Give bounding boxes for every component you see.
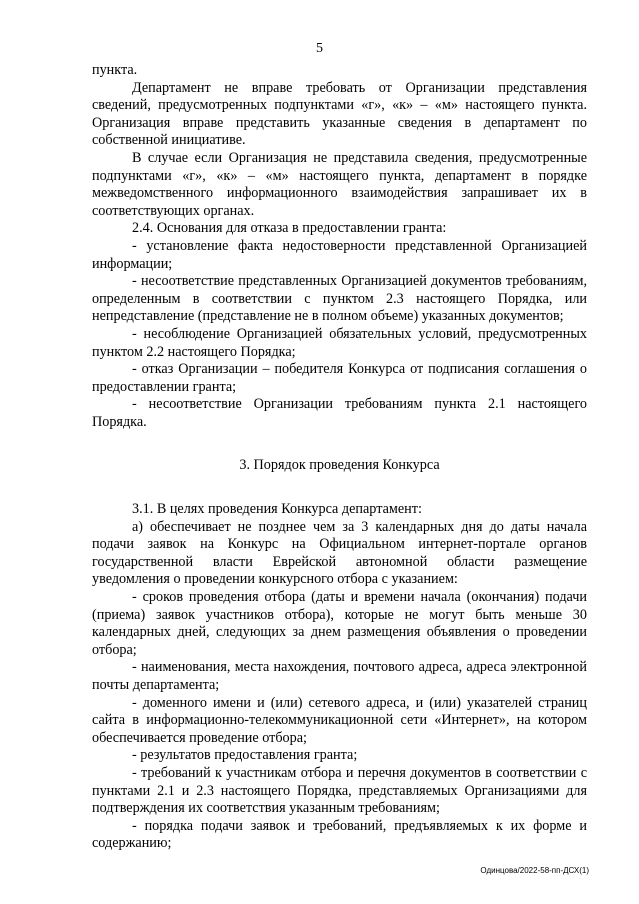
paragraph: 3.1. В целях проведения Конкурса департамент: bbox=[132, 501, 422, 518]
paragraph: - результатов предоставления гранта; bbox=[132, 747, 358, 764]
paragraph: - отказ Организации – победителя Конкурса от подписания соглашения о предоставлении гранта; bbox=[92, 361, 587, 395]
paragraph: - несоответствие Организации требованиям пункта 2.1 настоящего Порядка. bbox=[92, 396, 587, 430]
paragraph: пункта. bbox=[92, 62, 138, 78]
paragraph: - порядка подачи заявок и требований, предъявляемых к их форме и содержанию; bbox=[92, 817, 587, 852]
paragraph: - доменного имени и (или) сетевого адреса, и (или) указателей страниц сайта в информационно-телекоммуникационной сети «Интернет», на котором обеспечивается проведение отбора; bbox=[92, 694, 587, 746]
section-heading: 3. Порядок проведения Конкурса bbox=[239, 457, 440, 474]
page-number: 5 bbox=[316, 41, 323, 56]
paragraph: - сроков проведения отбора (даты и времени начала (окончания) подачи (приема) заявок участников отбора), которые не могут быть меньше 30 календарных дней, следующих за днем размещения объявления о проведении отбора; bbox=[92, 589, 587, 658]
paragraph: В случае если Организация не представила сведения, предусмотренные подпунктами «г», «к» – «м» настоящего пункта, департамент в порядке межведомственного информационного взаимодействия запрашивает их в соответствующих органах. bbox=[92, 149, 587, 219]
paragraph: - наименования, места нахождения, почтового адреса, адреса электронной почты департамента; bbox=[92, 659, 587, 693]
paragraph: - требований к участникам отбора и перечня документов в соответствии с пунктами 2.1 и 2.3 настоящего Порядка, представляемых Организациями для подтверждения их соответствия указанным требованиям; bbox=[92, 764, 587, 817]
paragraph: а) обеспечивает не позднее чем за 3 календарных дня до даты начала подачи заявок на Конкурс на Официальном интернет-портале органов государственной власти Еврейской автономной области размещение уведомления о проведении конкурсного отбора с указанием: bbox=[92, 518, 587, 588]
footer-document-code: Одинцова/2022-58-пп-ДСХ(1) bbox=[480, 866, 589, 875]
paragraph: 2.4. Основания для отказа в предоставлении гранта: bbox=[132, 220, 447, 237]
paragraph: Департамент не вправе требовать от Организации представления сведений, предусмотренных подпунктами «г», «к» – «м» настоящего пункта. Организация вправе представить указанные сведения в департамент по собственной инициативе. bbox=[92, 79, 587, 149]
paragraph: - несоответствие представленных Организацией документов требованиям, определенным в соответствии с пунктом 2.3 настоящего Порядка, или непредставление (представление не в полном объеме) указанных документов; bbox=[92, 273, 587, 325]
paragraph: - несоблюдение Организацией обязательных условий, предусмотренных пунктом 2.2 настоящего Порядка; bbox=[92, 325, 587, 360]
document-body bbox=[92, 62, 587, 853]
paragraph: - установление факта недостоверности представленной Организацией информации; bbox=[92, 237, 587, 272]
